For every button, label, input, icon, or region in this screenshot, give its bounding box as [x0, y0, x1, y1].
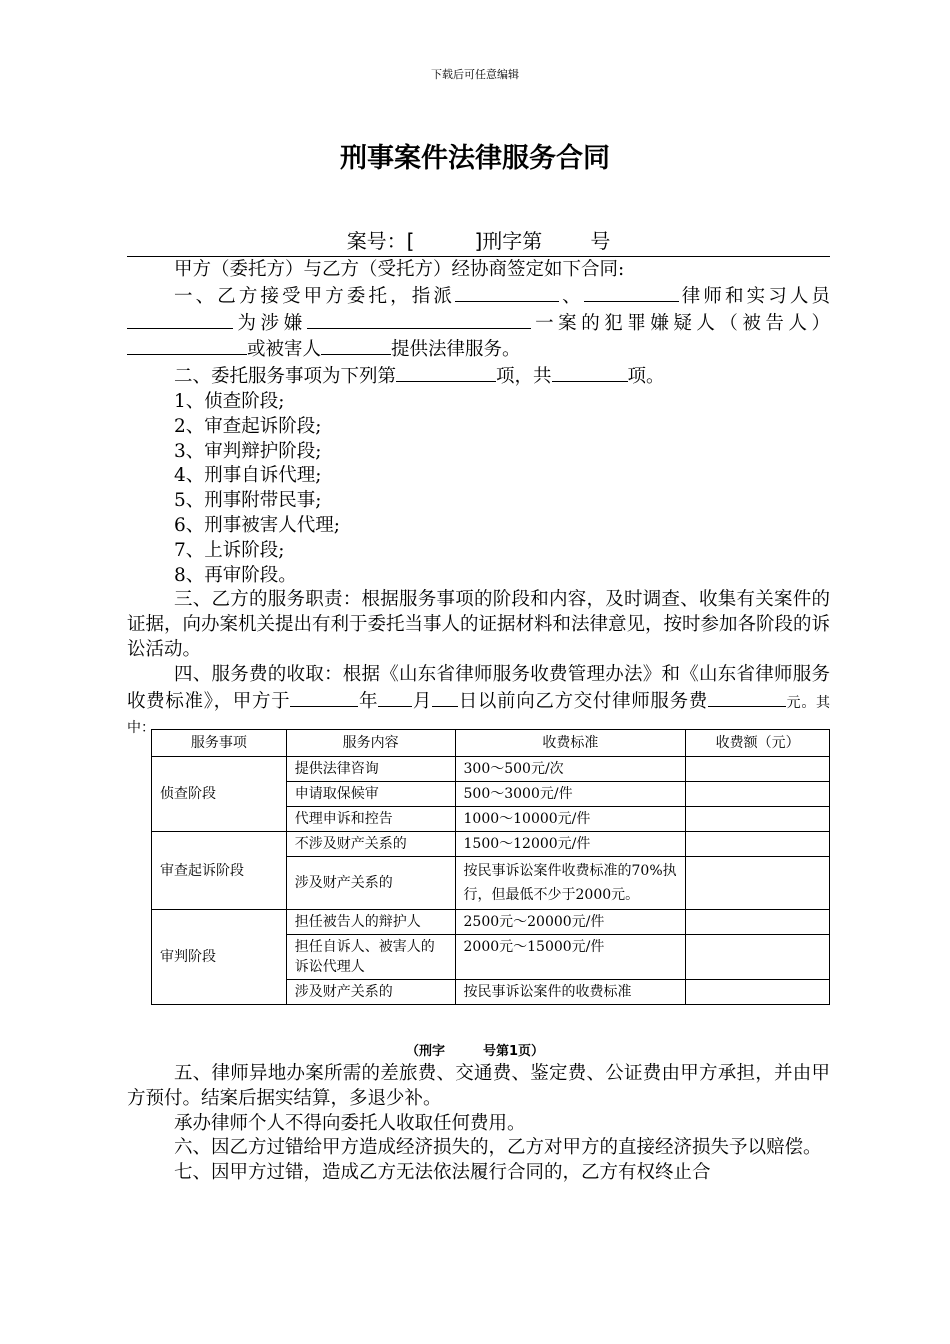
lawyer-1-blank — [455, 283, 559, 302]
amount-cell — [686, 857, 830, 910]
standard-cell: 按民事诉讼案件的收费标准 — [455, 980, 686, 1005]
header-note: 下载后可任意编辑 — [431, 68, 519, 81]
content-cell: 担任被告人的辩护人 — [286, 910, 455, 935]
month-blank — [378, 688, 412, 707]
case-number-suffix: 号 — [590, 229, 611, 253]
table-row — [152, 910, 830, 935]
item-count-blank — [552, 363, 628, 382]
fee-amount-blank — [708, 688, 786, 707]
table-row — [152, 832, 830, 857]
service-item: 7、上诉阶段; — [174, 539, 285, 561]
clause-2 — [127, 363, 830, 390]
amount-cell — [686, 807, 830, 832]
clause-4-year: 年 — [358, 690, 379, 712]
intern-blank — [127, 310, 233, 329]
item-numbers-blank — [396, 363, 496, 382]
amount-cell — [686, 980, 830, 1005]
table-header: 收费标准 — [455, 730, 686, 757]
clause-1-text-6: 提供法律服务。 — [391, 339, 521, 361]
clause-1 — [127, 283, 830, 363]
contract-body-upper — [127, 258, 830, 741]
table-header: 服务内容 — [286, 730, 455, 757]
year-blank — [290, 688, 358, 707]
content-cell: 担任自诉人、被害人的诉讼代理人 — [286, 935, 455, 980]
fee-table — [151, 729, 830, 1005]
content-cell: 代理申诉和控告 — [286, 807, 455, 832]
standard-cell: 2000元～15000元/件 — [455, 935, 686, 980]
case-number-prefix: 案号：[ — [346, 229, 415, 253]
footer-suffix: 号第1页） — [482, 1044, 545, 1059]
content-cell: 不涉及财产关系的 — [286, 832, 455, 857]
content-cell: 涉及财产关系的 — [286, 857, 455, 910]
clause-2-text: 二、委托服务事项为下列第 — [174, 366, 397, 388]
charge-blank — [307, 310, 531, 329]
standard-cell: 300～500元/次 — [455, 757, 686, 782]
standard-cell: 1000～10000元/件 — [455, 807, 686, 832]
content-cell: 申请取保候审 — [286, 782, 455, 807]
page-footer — [0, 1040, 950, 1059]
victim-blank — [321, 336, 391, 355]
service-item: 3、审判辩护阶段; — [174, 440, 322, 462]
contract-body-lower — [127, 1062, 830, 1186]
case-number-middle: ]刑字第 — [474, 229, 543, 253]
stage-cell: 侦查阶段 — [152, 757, 287, 832]
amount-cell — [686, 935, 830, 980]
clause-5-note: 承办律师个人不得向委托人收取任何费用。 — [174, 1112, 526, 1134]
table-header: 服务事项 — [152, 730, 287, 757]
standard-cell: 1500～12000元/件 — [455, 832, 686, 857]
table-row — [152, 757, 830, 782]
clause-5: 五、律师异地办案所需的差旅费、交通费、鉴定费、公证费由甲方承担，并由甲方预付。结案后据实结算，多退少补。 — [127, 1063, 830, 1109]
standard-cell: 500～3000元/件 — [455, 782, 686, 807]
service-item: 8、再审阶段。 — [174, 564, 297, 586]
clause-1-text-4: 一案的犯罪嫌疑人（被告人） — [530, 312, 830, 334]
table-header-row — [152, 730, 830, 757]
clause-4-text: 四、服务费的收取：根据《山东省律师服务收费管理办法》和《山东省律师服务收费标准》，甲方于 — [127, 663, 830, 712]
service-item: 6、刑事被害人代理; — [174, 514, 341, 536]
content-cell: 涉及财产关系的 — [286, 980, 455, 1005]
clause-4-text-3: 元。其中： — [127, 694, 830, 737]
page-title: 刑事案件法律服务合同 — [340, 143, 610, 174]
clause-7: 七、因甲方过错，造成乙方无法依法履行合同的，乙方有权终止合 — [174, 1162, 711, 1184]
lawyer-2-blank — [584, 283, 679, 302]
clause-3: 三、乙方的服务职责：根据服务事项的阶段和内容，及时调查、收集有关案件的证据，向办案机关提出有利于委托当事人的证据材料和法律意见，按时参加各阶段的诉讼活动。 — [127, 589, 831, 660]
service-item: 2、审查起诉阶段; — [174, 415, 322, 437]
standard-cell: 2500元～20000元/件 — [455, 910, 686, 935]
standard-cell: 按民事诉讼案件收费标准的70%执行，但最低不少于2000元。 — [455, 857, 686, 910]
amount-cell — [686, 782, 830, 807]
clause-1-text-2: 律师和实习人员 — [678, 285, 830, 307]
clause-4-month: 月 — [412, 690, 433, 712]
clause-1-text-3: 为涉嫌 — [233, 312, 307, 334]
amount-cell — [686, 832, 830, 857]
table-header: 收费额（元） — [686, 730, 830, 757]
clause-4-text-2: 日以前向乙方交付律师服务费 — [458, 690, 708, 712]
defendant-blank — [127, 336, 247, 355]
stage-cell: 审判阶段 — [152, 910, 287, 1005]
amount-cell — [686, 910, 830, 935]
service-item: 1、侦查阶段; — [174, 390, 285, 412]
clause-6: 六、因乙方过错给甲方造成经济损失的，乙方对甲方的直接经济损失予以赔偿。 — [174, 1137, 822, 1159]
clause-1-sep: 、 — [558, 285, 584, 307]
intro-paragraph: 甲方（委托方）与乙方（受托方）经协商签定如下合同: — [174, 259, 625, 280]
amount-cell — [686, 757, 830, 782]
stage-cell: 审查起诉阶段 — [152, 832, 287, 910]
service-item: 5、刑事附带民事; — [174, 490, 322, 512]
footer-prefix: （刑字 — [405, 1044, 445, 1059]
clause-2-text-2: 项，共 — [496, 366, 552, 388]
clause-2-text-3: 项。 — [627, 366, 665, 388]
case-number-line — [127, 228, 830, 257]
content-cell: 提供法律咨询 — [286, 757, 455, 782]
clause-1-text-5: 或被害人 — [247, 339, 322, 361]
clause-1-text: 一、乙方接受甲方委托，指派 — [174, 285, 455, 307]
service-item: 4、刑事自诉代理; — [174, 465, 322, 487]
day-blank — [432, 688, 458, 707]
